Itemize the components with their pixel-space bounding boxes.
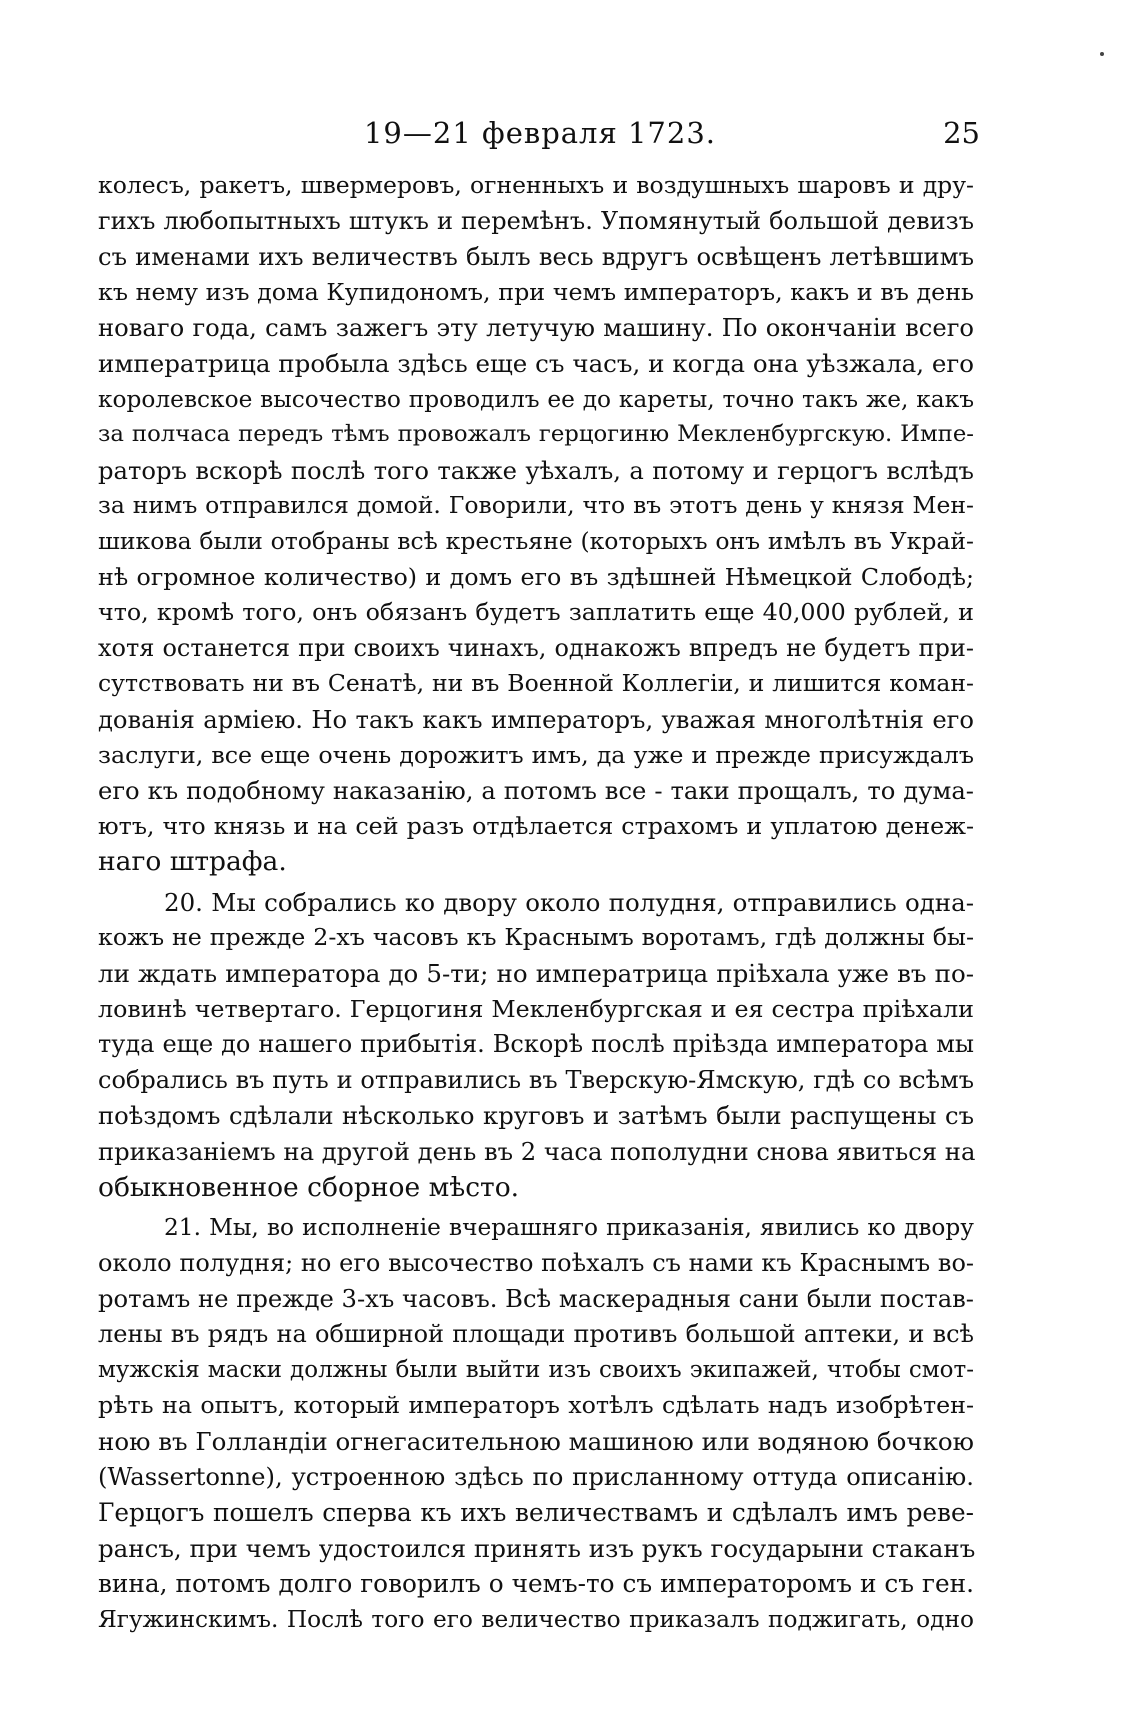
text-line: колесъ, ракетъ, швермеровъ, огненныхъ и воздушныхъ шаровъ и дру- <box>98 171 974 199</box>
text-line: сутствовать ни въ Сенатѣ, ни въ Военной Коллегіи, и лишится коман- <box>98 669 974 698</box>
text-line: съ именами ихъ величествъ былъ весь вдругъ освѣщенъ летѣвшимъ <box>98 242 974 272</box>
running-header <box>100 116 980 156</box>
text-line: что, кромѣ того, онъ обязанъ будетъ заплатить еще 40,000 рублей, и <box>98 598 974 627</box>
text-line: заслуги, все еще очень дорожитъ имъ, да уже и прежде присуждалъ <box>98 740 974 769</box>
text-line: кожъ не прежде 2-хъ часовъ къ Краснымъ воротамъ, гдѣ должны бы- <box>98 923 974 952</box>
text-line: къ нему изъ дома Купидономъ, при чемъ императоръ, какъ и въ день <box>98 277 974 306</box>
text-line: королевское высочество проводилъ ее до кареты, точно такъ же, какъ <box>98 385 974 413</box>
paragraph <box>98 885 974 1205</box>
text-line: лены въ рядъ на обширной площади противъ большой аптеки, и всѣ <box>98 1320 974 1348</box>
text-line: шикова были отобраны всѣ крестьяне (которыхъ онъ имѣлъ въ Украй- <box>98 526 974 555</box>
text-line: гихъ любопытныхъ штукъ и перемѣнъ. Упомянутый большой девизъ <box>98 206 974 235</box>
text-line: раторъ вскорѣ послѣ того также уѣхалъ, а потому и герцогъ вслѣдъ <box>98 455 974 485</box>
text-line: хотя останется при своихъ чинахъ, однакожъ впредъ не будетъ при- <box>98 633 974 662</box>
text-line: около полудня; но его высочество поѣхалъ съ нами къ Краснымъ во- <box>98 1248 974 1277</box>
text-line: туда еще до нашего прибытія. Вскорѣ послѣ пріѣзда императора мы <box>98 1030 974 1059</box>
text-line: 21. Мы, во исполненіе вчерашняго приказанія, явились ко двору <box>164 1214 974 1242</box>
text-line: нѣ огромное количество) и домъ его въ здѣшней Нѣмецкой Слободѣ; <box>98 562 974 591</box>
text-line: рансъ, при чемъ удостоился принять изъ рукъ государыни стаканъ <box>98 1533 976 1563</box>
page-body <box>98 168 974 1637</box>
header-title: 19—21 февраля 1723. <box>363 116 717 150</box>
text-line: ротамъ не прежде 3-хъ часовъ. Всѣ маскерадныя сани были постав- <box>98 1284 974 1314</box>
text-line: обыкновенное сборное мѣсто. <box>98 1171 520 1203</box>
text-line: мужскія маски должны были выйти изъ своихъ экипажей, чтобы смот- <box>98 1356 974 1383</box>
text-line: дованія арміею. Но такъ какъ императоръ, уважая многолѣтнія его <box>98 704 974 734</box>
page-number: 25 <box>943 116 980 150</box>
text-line: ютъ, что князь и на сей разъ отдѣлается страхомъ и уплатою денеж- <box>98 811 974 840</box>
text-line: Ягужинскимъ. Послѣ того его величество приказалъ поджигать, одно <box>98 1605 974 1633</box>
text-line: за нимъ отправился домой. Говорили, что въ этотъ день у князя Мен- <box>98 491 974 520</box>
text-line: Герцогъ пошелъ сперва къ ихъ величествамъ и сдѣлалъ имъ реве- <box>98 1497 974 1527</box>
text-line: собрались въ путь и отправились въ Тверскую-Ямскую, гдѣ со всѣмъ <box>98 1065 974 1094</box>
text-line: ною въ Голландіи огнегасительною машиною или водяною бочкою <box>98 1426 974 1456</box>
text-line: 20. Мы собрались ко двору около полудня, отправились одна- <box>164 887 974 917</box>
speck-mark <box>1100 52 1104 56</box>
paragraph <box>98 1210 974 1637</box>
text-line: (Wassertonne), устроенною здѣсь по присланному оттуда описанію. <box>98 1462 974 1492</box>
text-line: его къ подобному наказанію, а потомъ все - таки прощалъ, то дума- <box>98 776 974 806</box>
text-line: новаго года, самъ зажегъ эту летучую машину. По окончаніи всего <box>98 313 974 343</box>
text-line: за полчаса передъ тѣмъ провожалъ герцогиню Мекленбургскую. Импе- <box>98 421 974 448</box>
text-line: наго штрафа. <box>98 846 287 878</box>
paragraph <box>98 168 974 880</box>
text-line: приказаніемъ на другой день въ 2 часа пополудни снова явиться на <box>98 1137 976 1167</box>
text-line: ловинѣ четвертаго. Герцогиня Мекленбургская и ея сестра пріѣхали <box>98 994 974 1023</box>
text-line: рѣть на опытъ, который императоръ хотѣлъ сдѣлать надъ изобрѣтен- <box>98 1391 974 1420</box>
text-line: поѣздомъ сдѣлали нѣсколько круговъ и затѣмъ были распущены съ <box>98 1101 974 1131</box>
text-line: вина, потомъ долго говорилъ о чемъ-то съ императоромъ и съ ген. <box>98 1569 974 1599</box>
text-line: императрица пробыла здѣсь еще съ часъ, и когда она уѣзжала, его <box>98 348 974 378</box>
text-line: ли ждать императора до 5-ти; но императрица пріѣхала уже въ по- <box>98 959 974 989</box>
